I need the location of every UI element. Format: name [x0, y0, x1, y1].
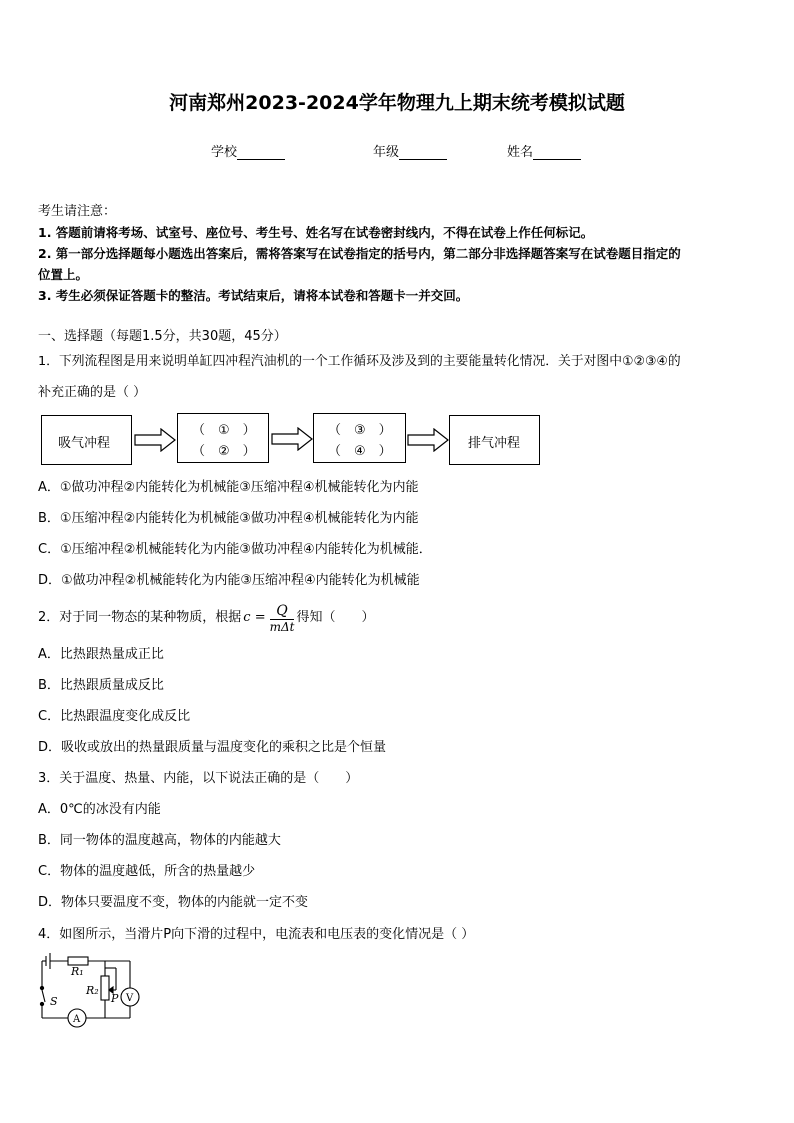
q1-option-d[interactable]: D．①做功冲程②机械能转化为内能③压缩冲程④内能转化为机械能 — [38, 573, 420, 588]
flow-box-intake — [41, 415, 132, 465]
notice-item-2: 2. 第一部分选择题每小题选出答案后，需将答案写在试卷指定的括号内，第二部分非选择题答案写在试卷题目指定的 — [38, 246, 681, 261]
q1-option-c[interactable]: C．①压缩冲程②机械能转化为内能③做功冲程④内能转化为机械能． — [38, 542, 432, 557]
school-label: 学校 — [211, 145, 238, 160]
q2-stem-before: 2．对于同一物态的某种物质，根据 — [38, 610, 242, 625]
q1-stem-line1: 1．下列流程图是用来说明单缸四冲程汽油机的一个工作循环及涉及到的主要能量转化情况．关于对图中①②③④的 — [38, 354, 681, 369]
label-ammeter: A — [73, 1014, 81, 1025]
flow-arrow-3 — [407, 428, 449, 452]
flow-label-exhaust: 排气冲程 — [468, 436, 521, 451]
q2-option-c[interactable]: C．比热跟温度变化成反比 — [38, 709, 191, 724]
q1-option-a[interactable]: A．①做功冲程②内能转化为机械能③压缩冲程④机械能转化为内能 — [38, 480, 419, 495]
grade-blank[interactable] — [399, 146, 447, 160]
name-blank[interactable] — [533, 146, 581, 160]
q2-option-d[interactable]: D．吸收或放出的热量跟质量与温度变化的乘积之比是个恒量 — [38, 740, 387, 755]
q2-stem — [38, 598, 374, 638]
flow-label-intake: 吸气冲程 — [58, 436, 111, 451]
q4-stem: 4．如图所示，当滑片P向下滑的过程中，电流表和电压表的变化情况是（ ） — [38, 927, 475, 942]
label-voltmeter: V — [126, 993, 134, 1004]
flow-label-2: （ ② ） — [192, 444, 256, 459]
switch-contact-bottom — [40, 1002, 43, 1005]
q2-formula-fraction — [270, 603, 295, 634]
flow-label-3: （ ③ ） — [328, 423, 392, 438]
q1-stem-line2: 补充正确的是（ ） — [38, 385, 147, 400]
flow-box-3 — [313, 413, 406, 463]
q2-formula-lhs: c = — [243, 610, 266, 625]
label-p: P — [111, 992, 119, 1005]
q4-circuit-diagram — [38, 950, 150, 1028]
notice-heading: 考生请注意： — [38, 204, 117, 219]
flow-box-exhaust — [449, 415, 540, 465]
q2-formula-denominator: mΔt — [269, 619, 295, 634]
section-heading: 一、选择题（每题1.5分，共30题，45分） — [38, 329, 287, 344]
q2-option-a[interactable]: A．比热跟热量成正比 — [38, 647, 164, 662]
label-r1: R₁ — [71, 965, 84, 978]
q3-option-d[interactable]: D．物体只要温度不变，物体的内能就一定不变 — [38, 895, 309, 910]
school-blank[interactable] — [237, 146, 285, 160]
flow-arrow-1 — [134, 428, 176, 452]
q3-option-a[interactable]: A．0℃的冰没有内能 — [38, 802, 161, 817]
grade-field[interactable] — [373, 141, 447, 160]
grade-label: 年级 — [373, 145, 400, 160]
label-r2: R₂ — [86, 984, 99, 997]
school-field[interactable] — [211, 141, 285, 160]
q3-option-b[interactable]: B．同一物体的温度越高，物体的内能越大 — [38, 833, 281, 848]
label-s: S — [50, 995, 58, 1008]
r2-resistor — [101, 976, 109, 1000]
page-title: 河南郑州2023-2024学年物理九上期末统考模拟试题 — [169, 92, 625, 114]
q2-option-b[interactable]: B．比热跟质量成反比 — [38, 678, 164, 693]
q3-option-c[interactable]: C．物体的温度越低，所含的热量越少 — [38, 864, 256, 879]
switch-contact-top — [40, 986, 43, 989]
flow-box-2 — [177, 413, 269, 463]
name-field[interactable] — [507, 141, 581, 160]
notice-item-2-cont: 位置上。 — [38, 267, 89, 282]
q2-formula-numerator: Q — [270, 603, 295, 620]
flow-label-4: （ ④ ） — [328, 444, 392, 459]
flow-label-1: （ ① ） — [192, 423, 256, 438]
q3-stem: 3．关于温度、热量、内能，以下说法正确的是（ ） — [38, 771, 359, 786]
r1-resistor — [68, 957, 88, 965]
notice-item-3: 3. 考生必须保证答题卡的整洁。考试结束后，请将本试卷和答题卡一并交回。 — [38, 288, 469, 303]
q2-stem-after: 得知（ ） — [296, 610, 375, 625]
name-label: 姓名 — [507, 145, 534, 160]
q1-option-b[interactable]: B．①压缩冲程②内能转化为机械能③做功冲程④机械能转化为内能 — [38, 511, 419, 526]
notice-item-1: 1. 答题前请将考场、试室号、座位号、考生号、姓名写在试卷密封线内，不得在试卷上作任何标记。 — [38, 225, 594, 240]
flow-arrow-2 — [271, 427, 313, 451]
switch-blade — [42, 990, 45, 1002]
